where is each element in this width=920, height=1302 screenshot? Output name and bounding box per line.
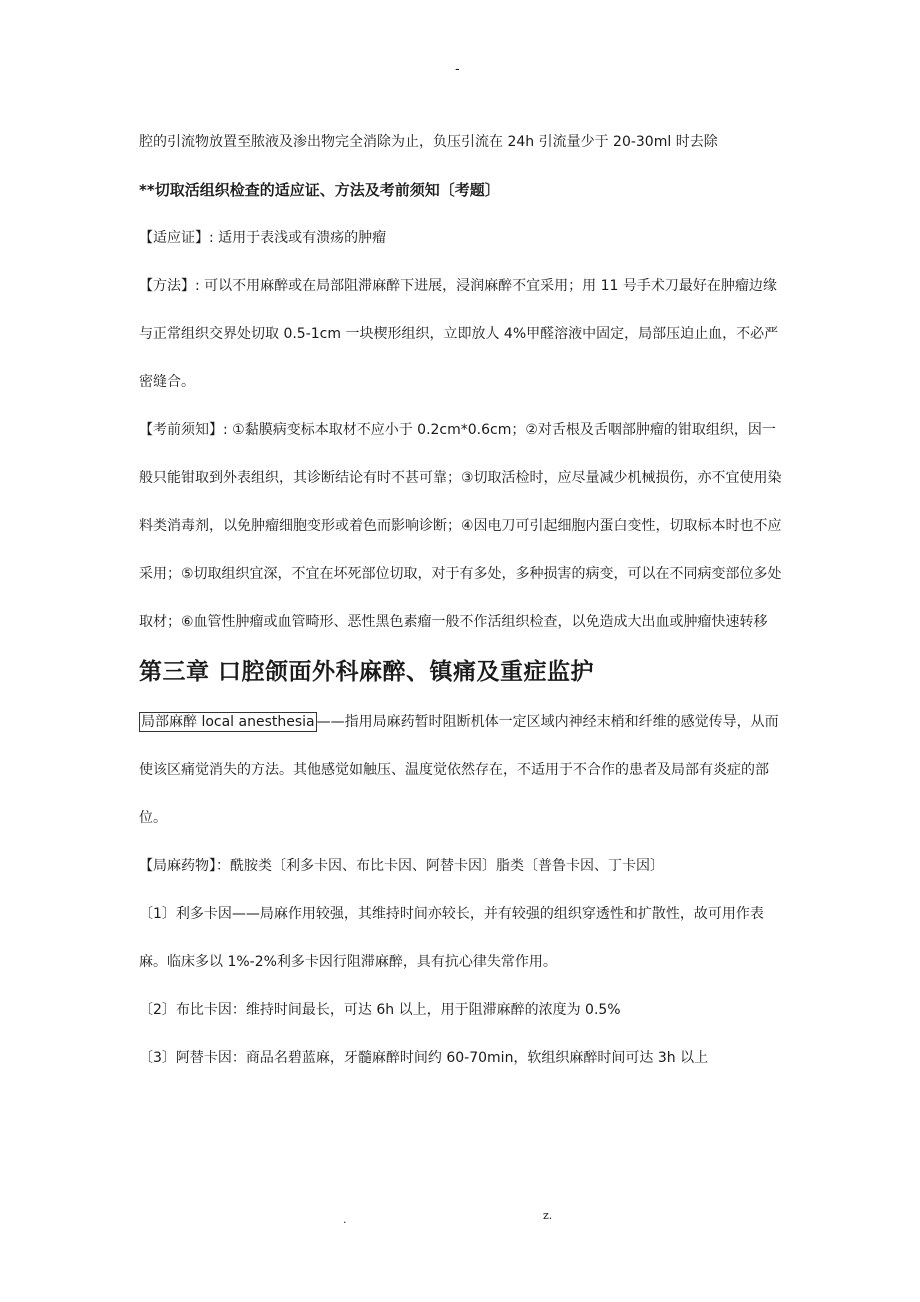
paragraph-drug-classes: 【局麻药物】：酰胺类〔利多卡因、布比卡因、阿替卡因〕脂类〔普鲁卡因、丁卡因〕 xyxy=(139,858,664,874)
term-box: 局部麻醉 local anesthesia xyxy=(141,714,315,730)
list-item-articaine: 〔3〕阿替卡因：商品名碧蓝麻，牙髓麻醉时间约 60-70min，软组织麻醉时间可达 3h 以上 xyxy=(139,1050,709,1066)
footer-right-mark: z. xyxy=(543,1209,553,1222)
chapter-title: 第三章 口腔颌面外科麻醉、镇痛及重症监护 xyxy=(139,659,595,685)
page-header-mark: - xyxy=(455,62,460,77)
list-item-bupivacaine: 〔2〕布比卡因：维持时间最长，可达 6h 以上，用于阻滞麻醉的浓度为 0.5% xyxy=(139,1002,621,1018)
paragraph-drainage: 腔的引流物放置至脓液及渗出物完全消除为止，负压引流在 24h 引流量少于 20-30ml 时去除 xyxy=(139,134,718,150)
list-item-lidocaine: 〔1〕利多卡因——局麻作用较强，其维持时间亦较长，并有较强的组织穿透性和扩散性，故可用作表麻。临床多以 1%-2%利多卡因行阻滞麻醉，具有抗心律失常作用。 xyxy=(139,906,764,970)
paragraph-local-anesthesia xyxy=(139,698,789,842)
document-body xyxy=(139,118,789,1082)
term-definition: ——指用局麻药暂时阻断机体一定区域内神经末梢和纤维的感觉传导，从而使该区痛觉消失的方法。其他感觉如触压、温度觉依然存在，不适用于不合作的患者及局部有炎症的部位。 xyxy=(139,714,779,826)
paragraph-notes: 【考前须知】: ①黏膜病变标本取材不应小于 0.2cm*0.6cm；②对舌根及舌咽部肿瘤的钳取组织，因一般只能钳取到外表组织，其诊断结论有时不甚可靠；③切取活检时，应尽量减少机械损伤，亦不宜使用染料类消毒剂，以免肿瘤细胞变形或着色而影响诊断；④因电刀可引起细胞内蛋白变性，切取标本时也不应采用；⑤切取组织宜深，不宜在坏死部位切取，对于有多处，多种损害的病变，可以在不同病变部位多处取材；⑥血管性肿瘤或血管畸形、恶性黑色素瘤一般不作活组织检查，以免造成大出血或肿瘤快速转移 xyxy=(139,422,782,630)
paragraph-indication: 【适应证】: 适用于表浅或有溃疡的肿瘤 xyxy=(139,230,387,246)
paragraph-method: 【方法】: 可以不用麻醉或在局部阻滞麻醉下进展，浸润麻醉不宜采用；用 11 号手术刀最好在肿瘤边缘与正常组织交界处切取 0.5-1cm 一块楔形组织，立即放人 4%甲醛溶液中固定，局部压迫止血，不必严密缝合。 xyxy=(139,278,779,390)
footer-left-mark: . xyxy=(343,1213,347,1226)
section-heading-biopsy: **切取活组织检查的适应证、方法及考前须知〔考题〕 xyxy=(139,181,500,199)
